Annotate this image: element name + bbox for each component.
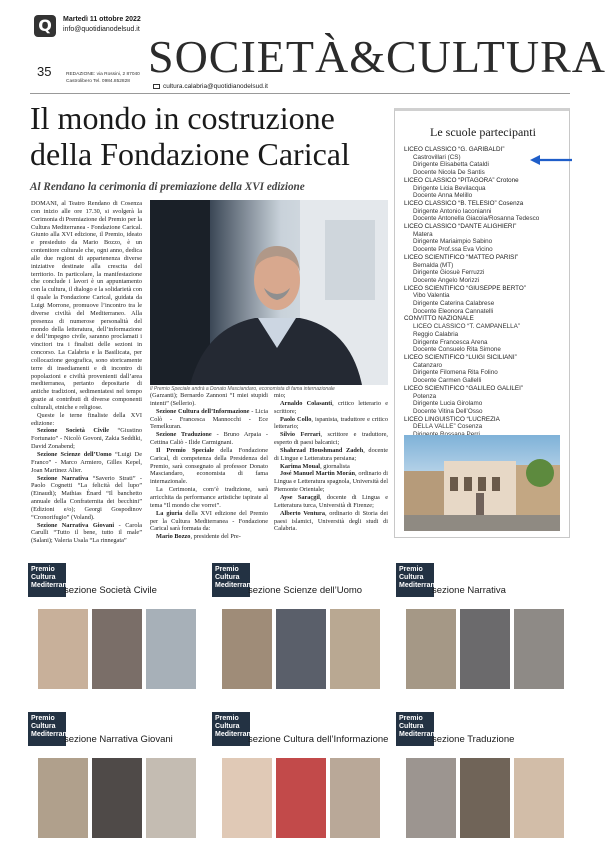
newspaper-logo: Q	[34, 15, 56, 37]
paragraph-label: Karima Moual	[280, 462, 321, 470]
paragraph-text: mio;	[274, 392, 286, 399]
paragraph-text: , presidente del Pre-	[190, 533, 241, 541]
article-paragraph	[274, 447, 388, 463]
paragraph-text: , docente di Lingue e Letteratura persiana;	[274, 446, 389, 462]
award-section-title: sezione Narrativa	[432, 585, 506, 596]
paragraph-label: Sezione Cultura dell’Informazione	[156, 407, 250, 415]
premio-logo: Premio Cultura Mediterranea	[212, 712, 250, 746]
school-detail: Dirigente Elisabetta Cataldi	[413, 161, 489, 169]
school-name: LICEO LINGUISTICO “LUCREZIA	[404, 415, 500, 423]
article-paragraph	[274, 470, 388, 494]
mail-icon	[153, 84, 160, 89]
award-section-title: sezione Società Civile	[64, 585, 157, 596]
photo-caption: Il Premio Speciale andrà a Donato Masciandaro, economista di fama internazionale	[150, 386, 335, 392]
paragraph-text: , scrittore e traduttore, esperto di paesi balcanici;	[274, 431, 388, 447]
article-column-1	[31, 200, 142, 545]
school-detail: Docente Prof.ssa Eva Vicino	[413, 246, 493, 254]
award-section-title: sezione Narrativa Giovani	[64, 734, 173, 745]
article-subhead: Al Rendano la cerimonia di premiazione della XVI edizione	[30, 181, 305, 193]
award-section-title: sezione Traduzione	[432, 734, 515, 745]
award-section-scienze-uomo	[212, 563, 382, 713]
award-section-title: sezione Scienze dell’Uomo	[248, 585, 363, 596]
paragraph-text: , docente di Lingua e Letteratura turca, Università di Firenze;	[274, 493, 388, 509]
paragraph-text: “Saverio Strati” - Paolo Cognetti “La felicità del lupo” (Einaudi); Mathias Énard “Il banchetto annuale della Confraternita dei becchini” (Edizioni e/o); Georgi Gospodinov “Cronorifugio” (Voland).	[31, 474, 142, 521]
paragraph-label: Shahrzad Houshmand Zadeh	[280, 446, 364, 454]
school-name: LICEO SCIENTIFICO “MATTEO PARISI”	[404, 253, 519, 261]
school-name: LICEO CLASSICO “PITAGORA” Crotone	[404, 176, 519, 184]
article-paragraph	[274, 431, 388, 447]
paragraph-label: Sezione Narrativa	[37, 474, 89, 482]
article-paragraph	[274, 510, 388, 534]
finalist-photo	[38, 758, 88, 838]
article-paragraph	[150, 431, 268, 447]
paragraph-text: della XVI edizione del Premio per la Cultura Mediterranea - Fondazione Carical sarà formata da:	[150, 509, 269, 533]
paragraph-label: Il Premio Speciale	[156, 446, 215, 454]
school-name: LICEO CLASSICO “G. GARIBALDI”	[404, 146, 505, 153]
main-photo	[150, 200, 388, 385]
premio-logo: Premio Cultura Mediterranea	[212, 563, 250, 597]
school-detail: Bernalda (MT)	[413, 261, 454, 269]
article-paragraph	[150, 510, 268, 534]
premio-logo: Premio Cultura Mediterranea	[396, 563, 434, 597]
article-paragraph	[274, 416, 388, 432]
article-paragraph	[150, 486, 268, 510]
finalist-photo	[146, 758, 196, 838]
paragraph-label: Sezione Traduzione	[156, 431, 212, 439]
paragraph-label: Ayse Saraçgil	[280, 493, 320, 501]
paragraph-text: , ordinario di Lingua e Letteratura spagnola, Università del Piemonte Orientale;	[274, 470, 388, 494]
paragraph-text: - Licia Colò - Francesca Mannocchi - Ece Temelkuran.	[150, 407, 269, 431]
finalist-photo	[92, 758, 142, 838]
paragraph-label: Alberto Ventura	[280, 509, 326, 517]
paragraph-text: , critico letterario e scrittore;	[274, 399, 388, 415]
school-detail: Matera	[413, 230, 433, 238]
finalist-photo	[38, 609, 88, 689]
section-title: SOCIETÀ&CULTURA	[148, 31, 606, 82]
award-section-title: sezione Cultura dell’Informazione	[248, 734, 389, 745]
article-column-2	[150, 392, 268, 541]
town-illustration	[404, 435, 560, 531]
school-name: LICEO CLASSICO “B. TELESIO” Cosenza	[404, 199, 524, 207]
finalist-photo	[514, 758, 564, 838]
award-section-societa-civile	[28, 563, 198, 713]
school-detail: DELLA VALLE” Cosenza	[413, 423, 483, 431]
article-paragraph	[274, 494, 388, 510]
paragraph-label: Sezione Narrativa Giovani	[37, 521, 115, 529]
article-paragraph	[31, 522, 142, 546]
paragraph-text: Queste le terne finaliste della XVI edizione:	[31, 411, 142, 427]
article-paragraph	[150, 533, 268, 541]
finalist-photo	[276, 609, 326, 689]
premio-logo: Premio Cultura Mediterranea	[28, 712, 66, 746]
sidebar-title: Le scuole partecipanti	[430, 125, 536, 139]
paragraph-label: José Manuel Martin Morán	[280, 470, 356, 478]
premio-logo: Premio Cultura Mediterranea	[396, 712, 434, 746]
section-contact	[153, 83, 268, 90]
article-paragraph	[150, 392, 268, 408]
paragraph-text: , ispanista, traduttore e critico letterario;	[274, 415, 388, 431]
school-detail: Dirigente Filomena Rita Folino	[413, 369, 498, 377]
paragraph-label: Mario Bozzo	[156, 533, 191, 541]
paragraph-text: - Carola Carulli “Tutto il bene, tutto il male” (Salani); Valeria Usala “La rinnegata”	[31, 521, 143, 545]
paragraph-text: “Luigi De Franco” - Marco Armiero, Gilles Kepel, Joan Martinez Alier.	[31, 451, 142, 474]
finalist-photo	[460, 758, 510, 838]
finalist-photo	[514, 609, 564, 689]
school-detail: Catanzaro	[413, 361, 443, 369]
finalist-photo	[222, 609, 272, 689]
paragraph-label: Silvio Ferrari	[280, 431, 321, 439]
school-detail: Dirigente Giosuè Ferruzzi	[413, 269, 485, 277]
article-paragraph	[274, 463, 388, 471]
award-section-narrativa-giovani	[28, 712, 198, 862]
paragraph-text: , giornalista	[320, 462, 350, 470]
school-detail: Potenza	[413, 392, 437, 400]
header-divider	[30, 93, 570, 94]
article-paragraph	[31, 451, 142, 475]
school-detail: Dirigente Mariaimpio Sabino	[413, 238, 493, 246]
article-headline: Il mondo in costruzione della Fondazione Carical	[30, 100, 350, 172]
finalist-photo	[222, 758, 272, 838]
school-detail: Docente Angelo Morizzi	[413, 276, 480, 284]
school-detail: Docente Antonella Giacoia/Rosanna Tedesco	[413, 215, 540, 223]
school-detail: Docente Anna Melillo	[413, 192, 473, 200]
school-detail: Dirigente Francesca Arena	[413, 338, 488, 346]
school-detail: Dirigente Licia Bevilacqua	[413, 184, 486, 192]
finalist-photo	[406, 758, 456, 838]
schools-list	[404, 146, 564, 446]
school-detail: Docente Vitina Dell’Osso	[413, 407, 483, 415]
newspaper-email[interactable]: info@quotidianodelsud.it	[63, 26, 140, 33]
finalist-photo	[276, 758, 326, 838]
article-paragraph	[150, 447, 268, 486]
section-contact-email[interactable]: cultura.calabria@quotidianodelsud.it	[163, 83, 268, 90]
redazione-address: REDAZIONE: via Rossini, 2 87040 Castrolibero Tel. 0984.852828	[66, 72, 140, 84]
paragraph-text: della Fondazione Carical, di competenza della Presidenza del Premio, sarà consegnato al professor Donato Masciandaro, economista di fama internazionale.	[150, 446, 268, 486]
school-detail: Vibo Valentia	[413, 292, 450, 300]
finalist-photo	[146, 609, 196, 689]
article-paragraph	[31, 427, 142, 451]
school-detail: Reggio Calabria	[413, 330, 459, 338]
article-column-3	[274, 392, 388, 533]
school-name: LICEO SCIENTIFICO “LUIGI SICILIANI”	[404, 353, 517, 361]
school-name: LICEO CLASSICO “DANTE ALIGHIERI”	[404, 223, 517, 231]
school-detail: Docente Nicola De Santis	[413, 169, 485, 177]
article-paragraph	[150, 408, 268, 432]
article-paragraph	[274, 400, 388, 416]
award-section-cultura-informazione	[212, 712, 389, 862]
finalist-photo	[330, 758, 380, 838]
finalist-photo	[92, 609, 142, 689]
article-paragraph	[31, 412, 142, 428]
page-number: 35	[37, 64, 52, 79]
school-detail: Dirigente Lucia Girolamo	[413, 400, 483, 408]
paragraph-text: (Garzanti); Bernardo Zannoni “I miei stupidi intenti” (Sellerio).	[150, 392, 268, 407]
paragraph-label: Arnaldo Colasanti	[280, 399, 333, 407]
school-detail: Docente Carmen Gallelli	[413, 377, 482, 385]
school-name: CONVITTO NAZIONALE	[404, 315, 474, 323]
school-detail: LICEO CLASSICO “T. CAMPANELLA”	[413, 323, 520, 331]
finalist-photo	[460, 609, 510, 689]
paragraph-label: Sezione Società Civile	[37, 427, 110, 435]
school-detail: Dirigente Antonio Iaconianni	[413, 207, 492, 215]
school-name: LICEO SCIENTIFICO “GALILEO GALILEI”	[404, 384, 523, 392]
premio-logo: Premio Cultura Mediterranea	[28, 563, 66, 597]
paragraph-label: Sezione Scienze dell’Uomo	[37, 451, 112, 458]
school-name: LICEO SCIENTIFICO “GIUSEPPE BERTO”	[404, 284, 526, 292]
issue-date: Martedì 11 ottobre 2022	[63, 16, 141, 23]
paragraph-text: La Cerimonia, com’è tradizione, sarà arricchita da performance artistiche ispirate al tema “Il mondo che vorrei”.	[150, 486, 268, 509]
article-paragraph	[31, 475, 142, 522]
paragraph-label: Paolo Collo	[280, 415, 312, 423]
school-detail: Dirigente Caterina Calabrese	[413, 300, 495, 308]
school-detail: Docente Eleonora Cannatelli	[413, 307, 494, 315]
town-square-photo	[404, 435, 560, 531]
award-section-traduzione	[396, 712, 566, 862]
paragraph-text: “Giustino Fortunato” - Nicolò Govoni, Zakia Seddiki, David Zonabend;	[31, 427, 142, 451]
paragraph-text: , ordinario di Storia dei paesi islamici, Università degli studi di Calabria.	[274, 509, 389, 533]
portrait-illustration	[150, 200, 388, 385]
school-detail: Castrovillari (CS)	[413, 153, 461, 161]
finalist-photo	[406, 609, 456, 689]
paragraph-label: La giuria	[156, 509, 183, 517]
article-paragraph	[31, 200, 142, 412]
award-section-narrativa	[396, 563, 566, 713]
paragraph-text: - Bruno Arpaia - Cettina Caliò - Ilide Carmignani.	[150, 431, 268, 447]
arrow-left-icon	[530, 155, 572, 165]
school-detail: Docente Consuelo Rita Simone	[413, 346, 501, 354]
finalist-photo	[330, 609, 380, 689]
paragraph-text: DOMANI, al Teatro Rendano di Cosenza con inizio alle ore 17.30, si svolgerà la Cerimonia di Premiazione del Premio per la Cultura Mediterranea - Fondazione Carical. Giunto alla XVI edizione, il Premio, ideato e presieduto da Mario Bozzo, è un contenitore culturale che, ogni anno, dedica alle due regioni di appartenenza diverse iniziative destinate alla crescita del territorio. In particolare, la manifestazione che conclude i lavori è un appuntamento con la cultura, il dialogo e la solidarietà con il quale la Fondazione Carical, guidata da Luigi Morrone, promuove l’incontro tra le diverse civiltà del Mediterraneo. Alla presenza di numerose personalità del mondo della letteratura, dell’informazione e dell’impegno civile, saranno proclamati i vincitori tra i finalisti delle sezioni in concorso. La Calabria e la Basilicata, per collocazione geografica, sono storicamente terre di insediamenti e di incontro di popolazioni e civiltà provenienti dall’area mediterranea, pertanto depositarie di antiche tradizioni, sedimentatesi nel tempo grazie ai contributi di diverse componenti culturali, etniche e religiose.	[31, 200, 142, 411]
article-paragraph	[274, 392, 388, 400]
